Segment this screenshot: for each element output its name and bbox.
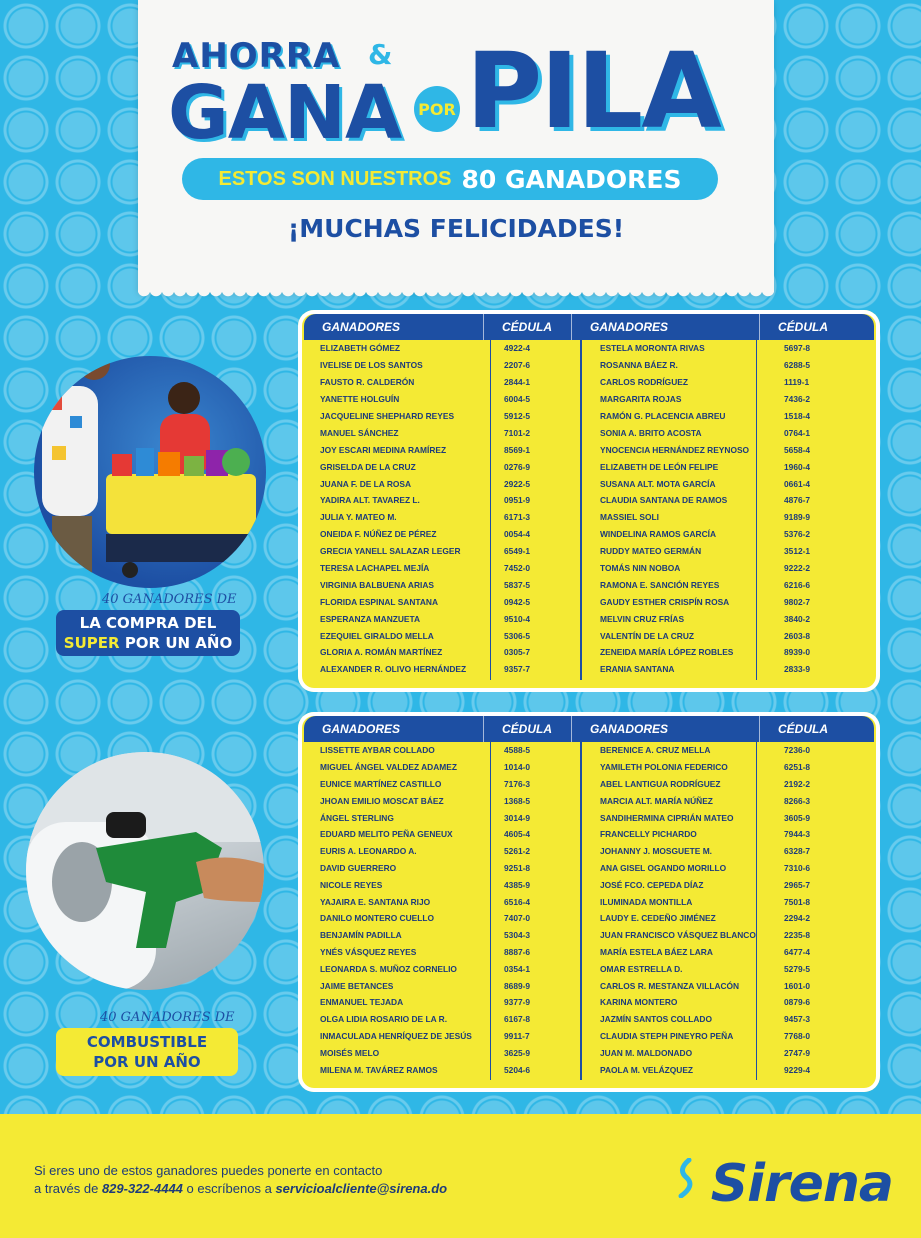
winner-name: MILENA M. TAVÁREZ RAMOS xyxy=(320,1064,438,1075)
winner-name: YNOCENCIA HERNÁNDEZ REYNOSO xyxy=(600,444,750,455)
winner-cedula: 2833-9 xyxy=(784,664,811,675)
winner-cedula: 5697-8 xyxy=(784,343,811,354)
col-header-ganadores: GANADORES xyxy=(304,314,484,340)
winner-name: BERENICE A. CRUZ MELLA xyxy=(600,745,711,756)
table-body xyxy=(304,742,874,1080)
winner-name: GLORIA A. ROMÁN MARTÍNEZ xyxy=(320,647,443,658)
table-row xyxy=(582,927,880,944)
table-row xyxy=(304,458,580,475)
winner-name: ILUMINADA MONTILLA xyxy=(600,896,693,907)
table-row xyxy=(582,826,880,843)
title-ahorra: AHORRA xyxy=(172,36,341,76)
col-header-cedula: CÉDULA xyxy=(778,320,828,334)
winner-name: DANILO MONTERO CUELLO xyxy=(320,913,434,924)
winner-cedula: 1119-1 xyxy=(784,377,810,388)
header-banner xyxy=(138,0,774,292)
winner-name: CARLOS R. MESTANZA VILLACÓN xyxy=(600,980,740,991)
col-header-ganadores: GANADORES xyxy=(304,716,484,742)
winner-cedula: 3840-2 xyxy=(784,613,811,624)
winner-name: SUSANA ALT. MOTA GARCÍA xyxy=(600,478,716,489)
winner-cedula: 6477-4 xyxy=(784,946,811,957)
pill-prefix: ESTOS SON NUESTROS xyxy=(218,167,452,190)
col-header-cedula: CÉDULA xyxy=(484,314,572,340)
table-header xyxy=(304,314,874,340)
winner-cedula: 3014-9 xyxy=(504,812,531,823)
winner-cedula: 0942-5 xyxy=(504,596,531,607)
table-row xyxy=(582,776,880,793)
table-row xyxy=(582,792,880,809)
title-pila: PILA xyxy=(466,30,720,152)
winner-cedula: 6251-8 xyxy=(784,762,811,773)
table-row xyxy=(582,458,880,475)
winner-name: TERESA LACHAPEL MEJÍA xyxy=(320,563,430,574)
promo2-small-caption: 40 GANADORES DE xyxy=(100,1010,235,1025)
table-row xyxy=(582,374,880,391)
table-row xyxy=(582,1061,880,1078)
winner-name: FRANCELLY PICHARDO xyxy=(600,829,697,840)
table-row xyxy=(304,742,580,759)
winner-cedula: 7944-3 xyxy=(784,829,811,840)
table-row xyxy=(304,1028,580,1045)
winner-name: MARGARITA ROJAS xyxy=(600,394,682,405)
shopping-cart-illustration xyxy=(34,356,266,588)
winner-cedula: 4385-9 xyxy=(504,879,531,890)
winner-cedula: 5204-6 xyxy=(504,1064,531,1075)
contact-write: o escríbenos a xyxy=(186,1181,272,1196)
table-row xyxy=(304,424,580,441)
winner-name: ESPERANZA MANZUETA xyxy=(320,613,421,624)
winner-cedula: 5261-2 xyxy=(504,846,531,857)
table-row xyxy=(304,792,580,809)
winner-name: MARÍA ESTELA BÁEZ LARA xyxy=(600,946,713,957)
winner-name: JUANA F. DE LA ROSA xyxy=(320,478,412,489)
winner-name: YNÉS VÁSQUEZ REYES xyxy=(320,946,417,957)
winner-name: RUDDY MATEO GERMÁN xyxy=(600,546,702,557)
winner-name: VIRGINIA BALBUENA ARIAS xyxy=(320,579,434,590)
winner-name: CLAUDIA STEPH PINEYRO PEÑA xyxy=(600,1030,734,1041)
winner-name: ÁNGEL STERLING xyxy=(320,812,394,823)
table-row xyxy=(582,593,880,610)
winner-cedula: 6328-7 xyxy=(784,846,811,857)
winner-name: CLAUDIA SANTANA DE RAMOS xyxy=(600,495,728,506)
table-row xyxy=(582,627,880,644)
winner-cedula: 6216-6 xyxy=(784,579,811,590)
table-row xyxy=(304,910,580,927)
title-por-badge: POR xyxy=(414,86,460,132)
table-row xyxy=(304,960,580,977)
winner-name: NICOLE REYES xyxy=(320,879,383,890)
winner-cedula: 1014-0 xyxy=(504,762,531,773)
promo2-line2: POR UN AÑO xyxy=(93,1053,201,1071)
winner-cedula: 2844-1 xyxy=(504,377,531,388)
winner-name: GRECIA YANELL SALAZAR LEGER xyxy=(320,546,461,557)
table-row xyxy=(582,661,880,678)
winner-cedula: 6549-1 xyxy=(504,546,531,557)
table-row xyxy=(304,340,580,357)
table-row xyxy=(582,977,880,994)
table-row xyxy=(304,843,580,860)
winner-cedula: 9357-7 xyxy=(504,664,531,675)
col-header-ganadores: GANADORES xyxy=(572,314,760,340)
winner-cedula: 1960-4 xyxy=(784,461,811,472)
winner-name: EUNICE MARTÍNEZ CASTILLO xyxy=(320,778,442,789)
table-row xyxy=(304,357,580,374)
table-row xyxy=(304,809,580,826)
table-row xyxy=(582,944,880,961)
winner-cedula: 5837-5 xyxy=(504,579,531,590)
winner-cedula: 7452-0 xyxy=(504,563,531,574)
winner-cedula: 2192-2 xyxy=(784,778,811,789)
table-row xyxy=(304,627,580,644)
table-row xyxy=(304,776,580,793)
table-row xyxy=(304,475,580,492)
table-row xyxy=(582,424,880,441)
winner-cedula: 8887-6 xyxy=(504,946,531,957)
table-row xyxy=(304,509,580,526)
winner-name: VALENTÍN DE LA CRUZ xyxy=(600,630,694,641)
phone-link[interactable]: 829-322-4444 xyxy=(101,1181,183,1196)
table-row xyxy=(304,1061,580,1078)
winner-cedula: 5912-5 xyxy=(504,411,531,421)
winner-name: ALEXANDER R. OLIVO HERNÁNDEZ xyxy=(320,664,467,675)
winner-name: MASSIEL SOLI xyxy=(600,512,659,523)
table-row xyxy=(304,927,580,944)
table-row xyxy=(582,475,880,492)
winner-name: DAVID GUERRERO xyxy=(320,862,397,873)
table-row xyxy=(304,391,580,408)
winner-cedula: 2747-9 xyxy=(784,1047,811,1058)
sirena-wave-icon xyxy=(675,1158,695,1198)
winner-cedula: 9222-2 xyxy=(784,563,811,574)
promo2-caption-box xyxy=(56,1028,238,1076)
winner-cedula: 0879-6 xyxy=(784,997,811,1008)
winner-cedula: 6288-5 xyxy=(784,360,811,371)
winner-cedula: 2603-8 xyxy=(784,630,811,641)
winner-cedula: 2922-5 xyxy=(504,478,531,489)
table-row xyxy=(304,441,580,458)
pill-winners: 80 GANADORES xyxy=(461,164,682,194)
table-row xyxy=(582,742,880,759)
winner-cedula: 0661-4 xyxy=(784,478,811,489)
winner-cedula: 8569-1 xyxy=(504,444,531,455)
winner-name: ENMANUEL TEJADA xyxy=(320,997,404,1008)
winner-cedula: 7236-0 xyxy=(784,745,811,756)
winner-name: ESTELA MORONTA RIVAS xyxy=(600,343,705,354)
table-row xyxy=(304,661,580,678)
winner-name: ELIZABETH DE LEÓN FELIPE xyxy=(600,461,719,472)
table-row xyxy=(304,876,580,893)
winner-cedula: 9911-7 xyxy=(504,1030,530,1041)
winners-table-fuel xyxy=(298,712,880,1092)
title-gana: GANA xyxy=(168,70,402,156)
winner-name: GRISELDA DE LA CRUZ xyxy=(320,461,416,472)
table-row xyxy=(304,759,580,776)
winner-cedula: 9251-8 xyxy=(504,862,531,873)
table-body xyxy=(304,340,874,680)
table-row xyxy=(582,509,880,526)
winner-cedula: 1518-4 xyxy=(784,411,811,421)
winner-cedula: 0354-1 xyxy=(504,963,531,974)
winner-name: ABEL LANTIGUA RODRÍGUEZ xyxy=(600,778,721,789)
winner-name: MIGUEL ÁNGEL VALDEZ ADAMEZ xyxy=(320,762,457,773)
winners-count-pill xyxy=(182,158,718,200)
table-header xyxy=(304,716,874,742)
winner-cedula: 5658-4 xyxy=(784,444,811,455)
winner-name: JACQUELINE SHEPHARD REYES xyxy=(320,411,455,421)
winner-cedula: 9189-9 xyxy=(784,512,811,523)
winner-cedula: 4605-4 xyxy=(504,829,531,840)
winner-name: MOISÉS MELO xyxy=(320,1047,380,1058)
col-header-cedula: CÉDULA xyxy=(778,722,828,736)
winner-name: LAUDY E. CEDEÑO JIMÉNEZ xyxy=(600,913,716,924)
winners-table-groceries xyxy=(298,310,880,692)
table-row xyxy=(582,560,880,577)
table-row xyxy=(304,944,580,961)
winner-cedula: 5376-2 xyxy=(784,529,811,540)
winner-name: ZENEIDA MARÍA LÓPEZ ROBLES xyxy=(600,647,734,658)
table-row xyxy=(582,340,880,357)
winner-name: LISSETTE AYBAR COLLADO xyxy=(320,745,435,756)
table-row xyxy=(304,593,580,610)
table-row xyxy=(582,644,880,661)
winner-cedula: 7501-8 xyxy=(784,896,811,907)
promo1-super: SUPER xyxy=(63,634,120,652)
winner-cedula: 0054-4 xyxy=(504,529,531,540)
table-row xyxy=(582,809,880,826)
winner-name: YAJAIRA E. SANTANA RIJO xyxy=(320,896,431,907)
winner-cedula: 9457-3 xyxy=(784,1014,811,1025)
winner-name: OMAR ESTRELLA D. xyxy=(600,963,683,974)
table-row xyxy=(582,408,880,425)
winner-name: IVELISE DE LOS SANTOS xyxy=(320,360,423,371)
winner-cedula: 5306-5 xyxy=(504,630,531,641)
table-row xyxy=(304,860,580,877)
winner-name: MANUEL SÁNCHEZ xyxy=(320,427,399,438)
table-column-right xyxy=(580,742,880,1080)
winner-cedula: 9802-7 xyxy=(784,596,811,607)
winner-name: EURIS A. LEONARDO A. xyxy=(320,846,417,857)
table-row xyxy=(582,1044,880,1061)
winner-name: MELVIN CRUZ FRÍAS xyxy=(600,613,685,624)
table-column-right xyxy=(580,340,880,680)
winner-name: JOY ESCARI MEDINA RAMÍREZ xyxy=(320,444,447,455)
winner-name: JULIA Y. MATEO M. xyxy=(320,512,397,523)
table-row xyxy=(304,610,580,627)
winner-name: EDUARD MELITO PEÑA GENEUX xyxy=(320,829,453,840)
winner-cedula: 6167-8 xyxy=(504,1014,531,1025)
table-row xyxy=(304,543,580,560)
table-row xyxy=(582,526,880,543)
promo1-line2 xyxy=(56,633,240,653)
table-row xyxy=(304,1011,580,1028)
table-row xyxy=(304,408,580,425)
winner-cedula: 6171-3 xyxy=(504,512,531,523)
winner-name: KARINA MONTERO xyxy=(600,997,678,1008)
winner-name: RAMONA E. SANCIÓN REYES xyxy=(600,579,720,590)
winner-cedula: 7407-0 xyxy=(504,913,531,924)
winner-name: ERANIA SANTANA xyxy=(600,664,675,675)
table-column-left xyxy=(304,340,580,680)
winner-cedula: 3625-9 xyxy=(504,1047,531,1058)
table-row xyxy=(304,1044,580,1061)
table-row xyxy=(582,576,880,593)
table-row xyxy=(582,543,880,560)
winner-name: CARLOS RODRÍGUEZ xyxy=(600,377,688,388)
table-row xyxy=(582,1028,880,1045)
winner-cedula: 3512-1 xyxy=(784,546,811,557)
winner-cedula: 2294-2 xyxy=(784,913,811,924)
winner-name: YADIRA ALT. TAVAREZ L. xyxy=(320,495,420,506)
winner-cedula: 7436-2 xyxy=(784,394,811,405)
winner-name: SANDIHERMINA CIPRIÁN MATEO xyxy=(600,812,734,823)
winner-cedula: 6004-5 xyxy=(504,394,531,405)
winner-name: OLGA LIDIA ROSARIO DE LA R. xyxy=(320,1014,448,1025)
fuel-nozzle-illustration xyxy=(26,752,264,990)
table-row xyxy=(304,560,580,577)
winner-cedula: 7101-2 xyxy=(504,427,531,438)
winner-name: PAOLA M. VELÁZQUEZ xyxy=(600,1064,694,1075)
winner-name: JOHANNY J. MOSGUETE M. xyxy=(600,846,712,857)
winner-cedula: 7176-3 xyxy=(504,778,531,789)
table-row xyxy=(582,860,880,877)
promo1-small-caption: 40 GANADORES DE xyxy=(102,592,237,607)
winner-cedula: 0305-7 xyxy=(504,647,531,658)
winner-cedula: 7768-0 xyxy=(784,1030,811,1041)
winner-cedula: 3605-9 xyxy=(784,812,811,823)
table-column-left xyxy=(304,742,580,1080)
winner-cedula: 1601-0 xyxy=(784,980,811,991)
winner-name: JOSÉ FCO. CEPEDA DÍAZ xyxy=(600,879,704,890)
table-row xyxy=(582,357,880,374)
congrats-heading: ¡MUCHAS FELICIDADES! xyxy=(287,214,625,243)
winner-name: JAIME BETANCES xyxy=(320,980,394,991)
contact-line2 xyxy=(34,1180,447,1198)
winner-name: ROSANNA BÁEZ R. xyxy=(600,360,678,371)
winner-name: EZEQUIEL GIRALDO MELLA xyxy=(320,630,434,641)
winner-cedula: 4588-5 xyxy=(504,745,531,756)
footer xyxy=(0,1114,921,1238)
winner-name: INMACULADA HENRÍQUEZ DE JESÚS xyxy=(320,1030,472,1041)
winner-cedula: 5279-5 xyxy=(784,963,811,974)
table-row xyxy=(582,960,880,977)
winner-cedula: 0764-1 xyxy=(784,427,811,438)
title-ampersand: & xyxy=(368,38,393,71)
groceries-couple-photo xyxy=(34,356,266,588)
winner-cedula: 0276-9 xyxy=(504,461,531,472)
sirena-logo: Sirena xyxy=(710,1154,893,1214)
winner-name: BENJAMÍN PADILLA xyxy=(320,930,402,941)
table-row xyxy=(582,610,880,627)
winner-cedula: 2235-8 xyxy=(784,930,811,941)
winner-name: WINDELINA RAMOS GARCÍA xyxy=(600,529,717,540)
table-row xyxy=(582,910,880,927)
contact-via: a través de xyxy=(34,1181,99,1196)
winner-cedula: 0951-9 xyxy=(504,495,531,506)
table-row xyxy=(304,893,580,910)
winner-cedula: 9377-9 xyxy=(504,997,531,1008)
table-row xyxy=(582,994,880,1011)
contact-line1: Si eres uno de estos ganadores puedes ponerte en contacto xyxy=(34,1163,383,1178)
winner-name: FAUSTO R. CALDERÓN xyxy=(320,377,415,388)
table-row xyxy=(304,644,580,661)
winner-name: GAUDY ESTHER CRISPÍN ROSA xyxy=(600,596,730,607)
winner-name: YAMILETH POLONIA FEDERICO xyxy=(600,762,728,773)
winner-cedula: 7310-6 xyxy=(784,862,811,873)
winner-cedula: 2207-6 xyxy=(504,360,531,371)
winner-name: ANA GISEL OGANDO MORILLO xyxy=(600,862,727,873)
col-header-ganadores: GANADORES xyxy=(572,716,760,742)
winner-name: SONIA A. BRITO ACOSTA xyxy=(600,427,702,438)
table-row xyxy=(304,576,580,593)
table-row xyxy=(304,994,580,1011)
winner-cedula: 2965-7 xyxy=(784,879,811,890)
email-link[interactable]: servicioalcliente@sirena.do xyxy=(275,1181,448,1196)
promo1-caption-box xyxy=(56,610,240,656)
winner-cedula: 9229-4 xyxy=(784,1064,811,1075)
table-row xyxy=(304,826,580,843)
promo1-line2b: POR UN AÑO xyxy=(124,634,233,652)
winner-name: TOMÁS NIN NOBOA xyxy=(600,563,681,574)
winner-name: LEONARDA S. MUÑOZ CORNELIO xyxy=(320,963,457,974)
table-row xyxy=(304,526,580,543)
winner-cedula: 4922-4 xyxy=(504,343,531,354)
winner-cedula: 1368-5 xyxy=(504,795,531,806)
table-row xyxy=(582,843,880,860)
col-header-cedula: CÉDULA xyxy=(484,716,572,742)
winner-cedula: 8939-0 xyxy=(784,647,811,658)
table-row xyxy=(582,391,880,408)
fuel-pump-photo xyxy=(26,752,264,990)
winner-cedula: 6516-4 xyxy=(504,896,531,907)
contact-text xyxy=(34,1162,447,1198)
table-row xyxy=(582,1011,880,1028)
winner-name: JHOAN EMILIO MOSCAT BÁEZ xyxy=(320,795,444,806)
winner-name: FLORIDA ESPINAL SANTANA xyxy=(320,596,439,607)
winner-name: JAZMÍN SANTOS COLLADO xyxy=(600,1014,712,1025)
winner-cedula: 8266-3 xyxy=(784,795,811,806)
winner-cedula: 5304-3 xyxy=(504,930,531,941)
table-row xyxy=(582,893,880,910)
winner-name: ELIZABETH GÓMEZ xyxy=(320,343,401,354)
winner-name: JUAN FRANCISCO VÁSQUEZ BLANCO xyxy=(600,930,756,941)
promo2-line1: COMBUSTIBLE xyxy=(86,1033,208,1051)
table-row xyxy=(304,374,580,391)
table-row xyxy=(304,492,580,509)
promo1-line1: LA COMPRA DEL xyxy=(79,614,217,632)
table-row xyxy=(304,977,580,994)
winner-cedula: 9510-4 xyxy=(504,613,531,624)
winner-cedula: 4876-7 xyxy=(784,495,811,506)
winner-name: YANETTE HOLGUÍN xyxy=(320,394,400,405)
table-row xyxy=(582,876,880,893)
table-row xyxy=(582,441,880,458)
table-row xyxy=(582,492,880,509)
winner-cedula: 8689-9 xyxy=(504,980,531,991)
table-row xyxy=(582,759,880,776)
winner-name: ONEIDA F. NÚÑEZ DE PÉREZ xyxy=(320,529,437,540)
winner-name: JUAN M. MALDONADO xyxy=(600,1047,693,1058)
winner-name: MARCIA ALT. MARÍA NÚÑEZ xyxy=(600,795,713,806)
winner-name: RAMÓN G. PLACENCIA ABREU xyxy=(600,411,726,421)
